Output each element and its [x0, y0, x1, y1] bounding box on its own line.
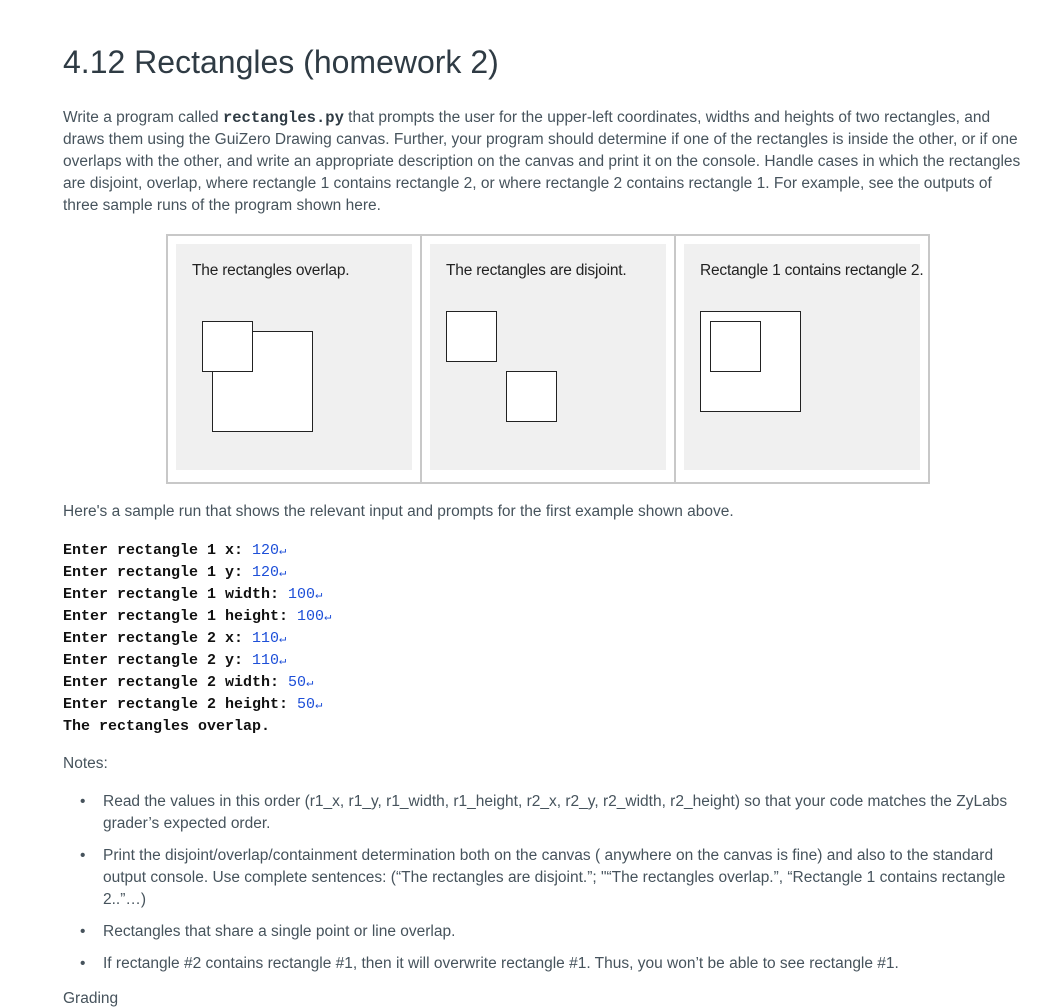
grading-heading: Grading [63, 990, 119, 1007]
console-line [63, 584, 331, 606]
notes-label: Notes: [63, 755, 108, 772]
console-input: 100 [297, 608, 325, 625]
console-prompt: Enter rectangle 1 height: [63, 608, 298, 625]
console-input: 110 [252, 630, 280, 647]
console-input: 100 [288, 586, 316, 603]
panel-disjoint [422, 236, 676, 482]
console-input: 120 [252, 542, 280, 559]
panel-contains [676, 236, 928, 482]
rectangle-1 [446, 311, 497, 362]
caption-contains: Rectangle 1 contains rectangle 2. [700, 262, 924, 279]
return-icon: ↵ [279, 566, 287, 580]
return-icon: ↵ [315, 588, 323, 602]
rectangle-2 [202, 321, 253, 372]
rectangle-2 [506, 371, 557, 422]
list-item: • Read the values in this order (r1_x, r1_y, r1_width, r1_height, r2_x, r2_y, r2_width, r2_height) so that your code matches the ZyLabs grader’s expected order. [103, 791, 1023, 835]
console-prompt: Enter rectangle 2 x: [63, 630, 253, 647]
return-icon: ↵ [279, 654, 287, 668]
return-icon: ↵ [279, 544, 287, 558]
list-item: • If rectangle #2 contains rectangle #1, then it will overwrite rectangle #1. Thus, you won’t be able to see rectangle #1. [103, 953, 1023, 975]
return-icon: ↵ [279, 632, 287, 646]
console-prompt: Enter rectangle 2 height: [63, 696, 298, 713]
caption-disjoint: The rectangles are disjoint. [446, 262, 627, 279]
return-icon: ↵ [315, 698, 323, 712]
console-line [63, 606, 331, 628]
rectangle-2 [710, 321, 761, 372]
page-title: 4.12 Rectangles (homework 2) [63, 44, 499, 80]
console-line [63, 540, 331, 562]
intro-text-before: Write a program called [63, 109, 223, 126]
return-icon: ↵ [324, 610, 332, 624]
console-output [63, 540, 331, 738]
caption-overlap: The rectangles overlap. [192, 262, 350, 279]
list-item: • Rectangles that share a single point or line overlap. [103, 921, 1023, 943]
intro-text-after: that prompts the user for the upper-left coordinates, widths and heights of two rectangles, and draws them using the GuiZero Drawing canvas. Further, your program should determine if one of the rectangles is inside the other, or if one overlaps with the other, and write an appropriate description on the canvas and print it on the console. Handle cases in which the rectangles are disjoint, overlap, where rectangle 1 contains rectangle 2, or where rectangle 2 contains rectangle 1. For example, see the outputs of three sample runs of the program shown here. [63, 109, 1021, 214]
panel-overlap [168, 236, 422, 482]
return-icon: ↵ [306, 676, 314, 690]
list-item: • Print the disjoint/overlap/containment determination both on the canvas ( anywhere on the canvas is fine) and also to the standard output console. Use complete sentences: (“The rectangles are disjoint.”; "“The rectangles overlap.”, “Rectangle 1 contains rectangle 2..”…) [103, 845, 1023, 911]
console-line [63, 628, 331, 650]
console-prompt: Enter rectangle 2 y: [63, 652, 253, 669]
console-line [63, 672, 331, 694]
sample-output-figure [166, 234, 930, 484]
intro-paragraph [63, 107, 1031, 217]
console-line [63, 694, 331, 716]
console-line [63, 562, 331, 584]
console-prompt: Enter rectangle 2 width: [63, 674, 289, 691]
console-prompt: Enter rectangle 1 width: [63, 586, 289, 603]
console-input: 50 [297, 696, 316, 713]
console-input: 110 [252, 652, 280, 669]
sample-run-intro: Here's a sample run that shows the relevant input and prompts for the first example shown above. [63, 503, 734, 520]
console-prompt: Enter rectangle 1 x: [63, 542, 253, 559]
console-input: 120 [252, 564, 280, 581]
console-input: 50 [288, 674, 307, 691]
filename-code: rectangles.py [222, 109, 344, 127]
notes-list [103, 791, 1023, 985]
console-prompt: Enter rectangle 1 y: [63, 564, 253, 581]
console-line [63, 650, 331, 672]
console-result: The rectangles overlap. [63, 718, 271, 735]
